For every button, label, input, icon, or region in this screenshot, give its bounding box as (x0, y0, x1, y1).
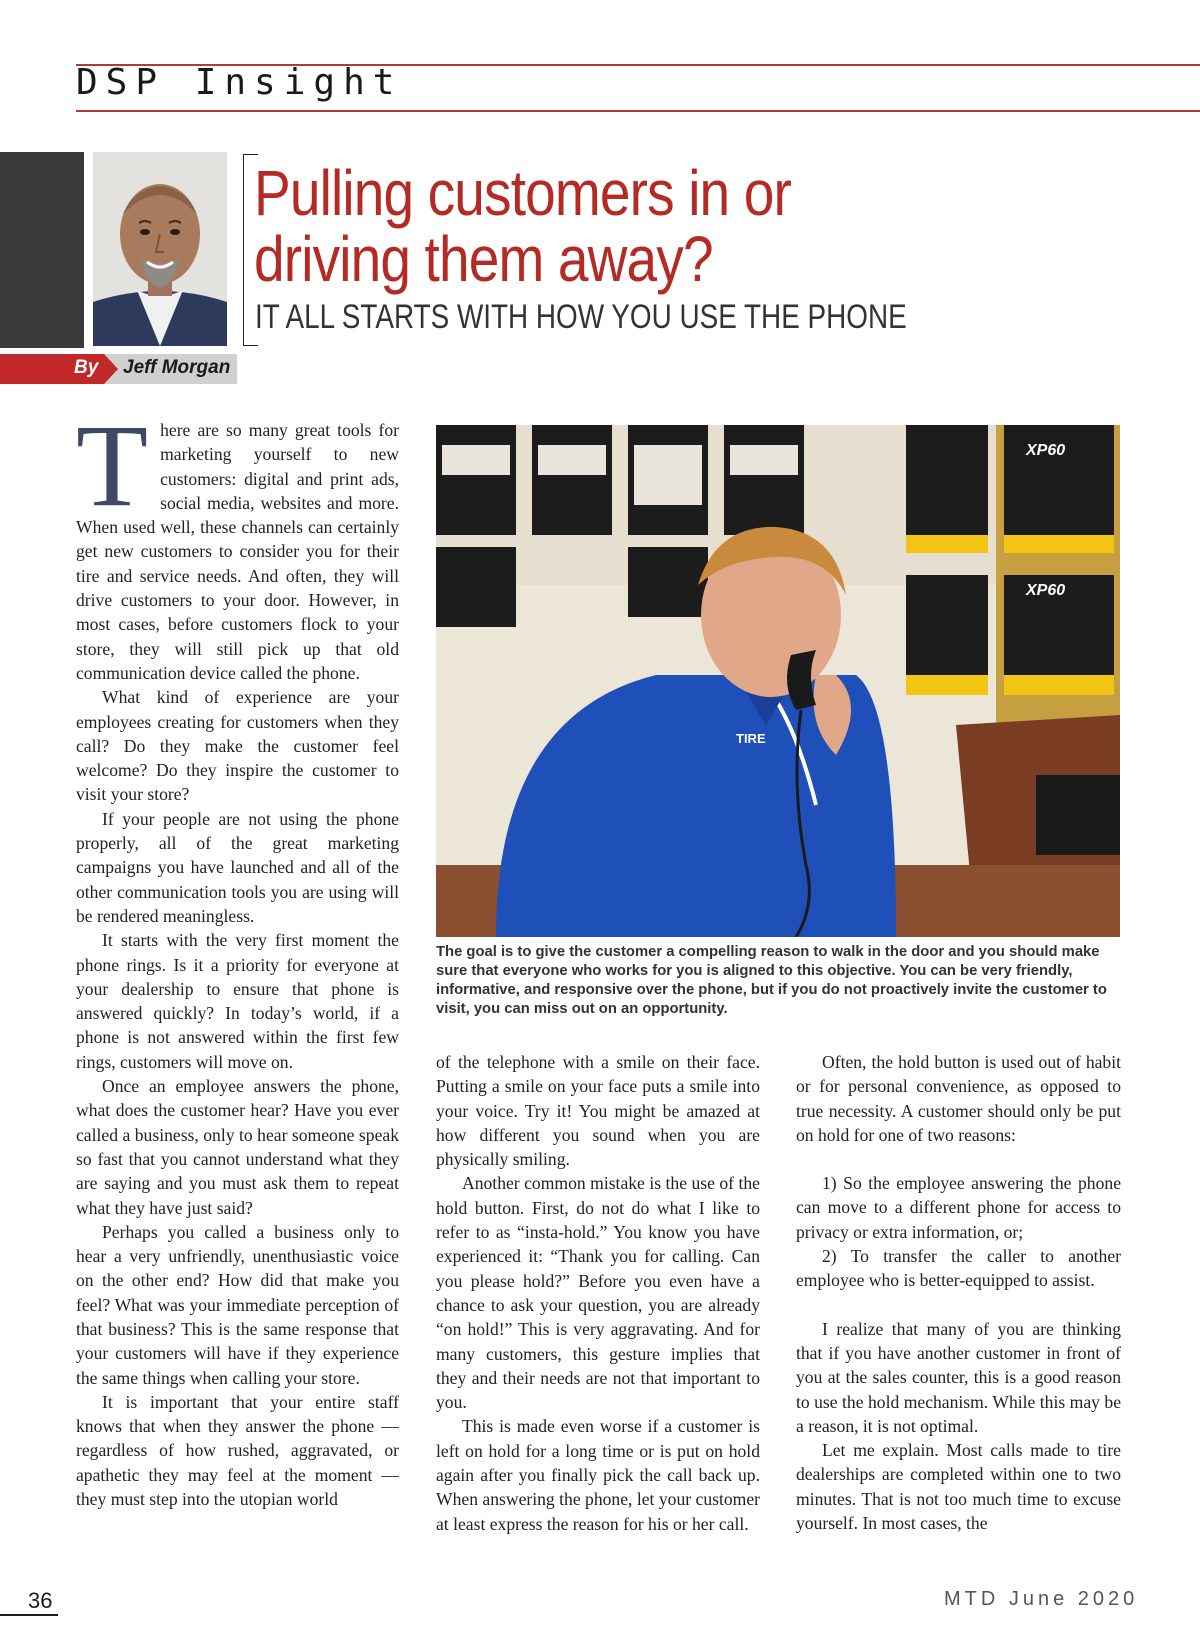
paragraph: What kind of experience are your employees creating for customers when they call? Do they make the customer feel welcome? Do they inspire the customer to visit your store? (76, 687, 399, 805)
article-headline: Pulling customers in or driving them away? (254, 157, 791, 295)
author-name: Jeff Morgan (123, 357, 231, 378)
shirt-logo-text: TIRE (736, 731, 766, 746)
paragraph: It is important that your entire staff knows that when they answer the phone — regardless of how rushed, aggravated, or apathetic they may feel at the moment — they must step into the utopian world (76, 1391, 399, 1510)
paragraph: I realize that many of you are thinking that if you have another customer in front of you at the sales counter, this is a good reason to use the hold mechanism. While this may be a reason, it is not optimal. (796, 1318, 1121, 1436)
article-column-1 (76, 418, 399, 1564)
decorative-gray-block (0, 152, 84, 348)
article-subhead: IT ALL STARTS WITH HOW YOU USE THE PHONE (255, 298, 907, 336)
paragraph: 1) So the employee answering the phone can move to a different phone for access to privacy or extra information, or; (796, 1173, 1121, 1242)
paragraph: Once an employee answers the phone, what does the customer hear? Have you ever called a business, only to hear someone speak so fast that you cannot understand what they are saying and you must ask them to repeat what they have just said? (76, 1076, 399, 1218)
article-photo (436, 425, 1120, 937)
paragraph: This is made even worse if a customer is left on hold for a long time or is put on hold again after you finally pick the call back up. When answering the phone, let your customer at least express the reason for his or her call. (436, 1416, 760, 1534)
header-bottom-rule (76, 110, 1200, 112)
paragraph: Let me explain. Most calls made to tire dealerships are completed within one to two minutes. That is not too much time to excuse yourself. In most cases, the (796, 1440, 1121, 1534)
paragraph: of the telephone with a smile on their face. Putting a smile on your face puts a smile into your voice. Try it! You might be amazed at how different you sound when you are physically smiling. (436, 1052, 760, 1170)
paragraph-text: here are so many great tools for marketing yourself to new customers: digital and print ads, social media, websites and more. When used well, these channels can certainly get new customers to consider you for their tire and service needs. And often, they will drive customers to your door. However, in most cases, before customers flock to your store, they will still pick up that old communication device called the phone. (76, 420, 399, 683)
paragraph: It starts with the very first moment the phone rings. Is it a priority for everyone at your dealership to ensure that phone is answered quickly? In today’s world, if a phone is not answered within the first few rings, customers will move on. (76, 930, 399, 1072)
byline-label: By (74, 357, 99, 378)
photo-caption: The goal is to give the customer a compelling reason to walk in the door and you should make sure that everyone who works for you is aligned to this objective. You can be very friendly, informative, and responsive over the phone, but if you do not proactively invite the customer to visit, you can miss out on an opportunity. (436, 944, 1107, 1017)
page-number-rule (0, 1614, 58, 1616)
publication-footer: MTD June 2020 (944, 1588, 1139, 1610)
tire-label: XP60 (1026, 442, 1066, 459)
drop-cap: T (76, 418, 149, 531)
page-number: 36 (28, 1588, 53, 1613)
section-title: DSP Insight (76, 62, 403, 103)
paragraph: 2) To transfer the caller to another employee who is better-equipped to assist. (796, 1246, 1121, 1291)
paragraph: Another common mistake is the use of the hold button. First, do not do what I like to refer to as “insta-hold.” You know you have experienced it: “Thank you for calling. Can you please hold?” Before you even have a chance to ask your question, you are already “on hold!” This is very aggravating. And for many customers, this gesture implies that they and their needs are not that important to you. (436, 1173, 760, 1413)
paragraph (76, 418, 399, 685)
author-photo (93, 152, 227, 346)
article-column-2 (436, 1050, 760, 1565)
paragraph: If your people are not using the phone properly, all of the great marketing campaigns you have launched and all of the other communication tools you are using will be rendered meaningless. (76, 808, 399, 926)
byline-arrow-icon (104, 354, 118, 384)
tire-label: XP60 (1026, 582, 1066, 599)
paragraph: Often, the hold button is used out of habit or for personal convenience, as opposed to true necessity. A customer should only be put on hold for one of two reasons: (796, 1052, 1121, 1145)
article-column-3 (796, 1050, 1121, 1565)
paragraph: Perhaps you called a business only to hear a very unfriendly, unenthusiastic voice on the other end? How did that make you feel? What was your immediate perception of that business? This is the same response that your customers will have if they experience the same things when calling your store. (76, 1221, 399, 1388)
